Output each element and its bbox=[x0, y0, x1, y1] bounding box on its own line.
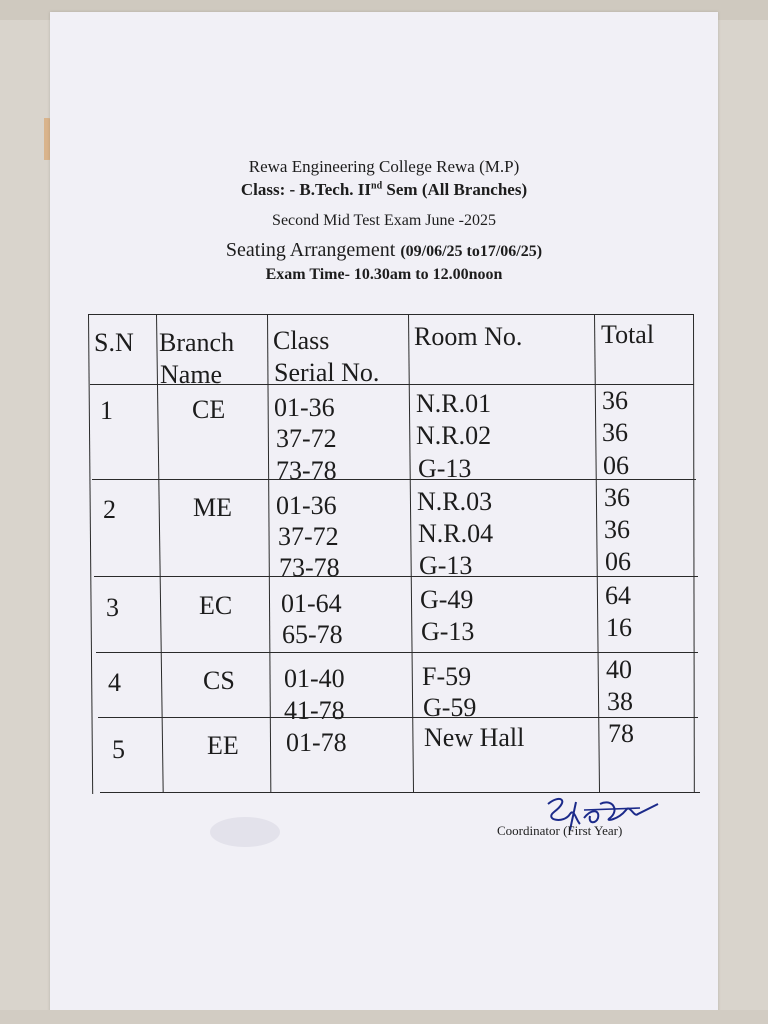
row-serial: 01-64 bbox=[281, 589, 342, 618]
row-room: G-13 bbox=[418, 454, 472, 483]
document-paper bbox=[50, 12, 718, 1014]
row-total: 36 bbox=[602, 418, 628, 447]
row-sn: 1 bbox=[100, 396, 113, 425]
exam-title: Second Mid Test Exam June -2025 bbox=[272, 212, 496, 229]
col-header-sn: S.N bbox=[94, 328, 134, 357]
class-prefix: Class: - B.Tech. II bbox=[240, 180, 372, 199]
row-serial: 01-36 bbox=[274, 393, 335, 422]
table-line bbox=[88, 314, 694, 315]
row-room: N.R.02 bbox=[416, 421, 492, 450]
row-serial: 65-78 bbox=[282, 620, 343, 649]
row-serial: 01-78 bbox=[286, 728, 347, 757]
row-room: G-13 bbox=[419, 551, 473, 580]
row-room: New Hall bbox=[424, 723, 525, 752]
col-header-branch: Name bbox=[160, 360, 223, 389]
col-header-branch: Branch bbox=[159, 328, 235, 357]
row-serial: 37-72 bbox=[278, 522, 339, 551]
row-sn: 5 bbox=[112, 735, 125, 764]
row-serial: 73-78 bbox=[279, 553, 340, 582]
row-total: 36 bbox=[604, 483, 630, 512]
table-line bbox=[96, 652, 698, 653]
college-name: Rewa Engineering College Rewa (M.P) bbox=[248, 157, 520, 176]
row-branch: CS bbox=[203, 666, 235, 695]
row-serial: 37-72 bbox=[276, 424, 337, 453]
row-branch: EC bbox=[199, 591, 233, 620]
class-sup: nd bbox=[371, 180, 383, 192]
row-serial: 01-40 bbox=[284, 664, 345, 693]
row-total: 36 bbox=[602, 386, 628, 415]
col-header-room: Room No. bbox=[414, 322, 523, 351]
row-branch: EE bbox=[207, 731, 239, 760]
coordinator-label: Coordinator (First Year) bbox=[497, 823, 623, 838]
row-room: N.R.01 bbox=[416, 389, 492, 418]
exam-time: Exam Time- 10.30am to 12.00noon bbox=[265, 266, 503, 283]
row-total: 16 bbox=[606, 613, 632, 642]
background-bottom bbox=[0, 1010, 768, 1024]
table-line bbox=[88, 314, 93, 794]
arrangement-dates: (09/06/25 to17/06/25) bbox=[400, 243, 543, 260]
row-branch: CE bbox=[192, 395, 226, 424]
row-total: 06 bbox=[603, 451, 629, 480]
row-sn: 4 bbox=[108, 668, 121, 697]
row-sn: 3 bbox=[106, 593, 119, 622]
row-serial: 01-36 bbox=[276, 491, 337, 520]
col-header-class: Class bbox=[273, 326, 330, 355]
class-suffix: Sem (All Branches) bbox=[382, 180, 528, 199]
row-total: 64 bbox=[605, 581, 631, 610]
table-line bbox=[267, 314, 271, 792]
table-line bbox=[408, 314, 414, 792]
table-line bbox=[693, 314, 695, 792]
row-room: G-49 bbox=[420, 585, 474, 614]
row-room: N.R.04 bbox=[418, 519, 494, 548]
row-room: G-59 bbox=[423, 693, 477, 722]
row-serial: 41-78 bbox=[284, 696, 345, 725]
row-total: 06 bbox=[605, 547, 631, 576]
row-total: 36 bbox=[604, 515, 630, 544]
arrangement-main: Seating Arrangement bbox=[225, 239, 401, 261]
row-total: 38 bbox=[607, 687, 633, 716]
row-total: 40 bbox=[606, 655, 632, 684]
col-header-class: Serial No. bbox=[274, 358, 380, 387]
row-room: G-13 bbox=[421, 617, 475, 646]
seating-table bbox=[50, 12, 718, 1014]
col-header-total: Total bbox=[601, 320, 655, 349]
row-branch: ME bbox=[193, 493, 232, 522]
table-line bbox=[594, 314, 600, 792]
row-sn: 2 bbox=[103, 495, 116, 524]
row-room: N.R.03 bbox=[417, 487, 493, 516]
row-room: F-59 bbox=[422, 662, 472, 691]
paper-smudge bbox=[210, 817, 280, 847]
row-total: 78 bbox=[608, 719, 634, 748]
row-serial: 73-78 bbox=[276, 456, 337, 485]
